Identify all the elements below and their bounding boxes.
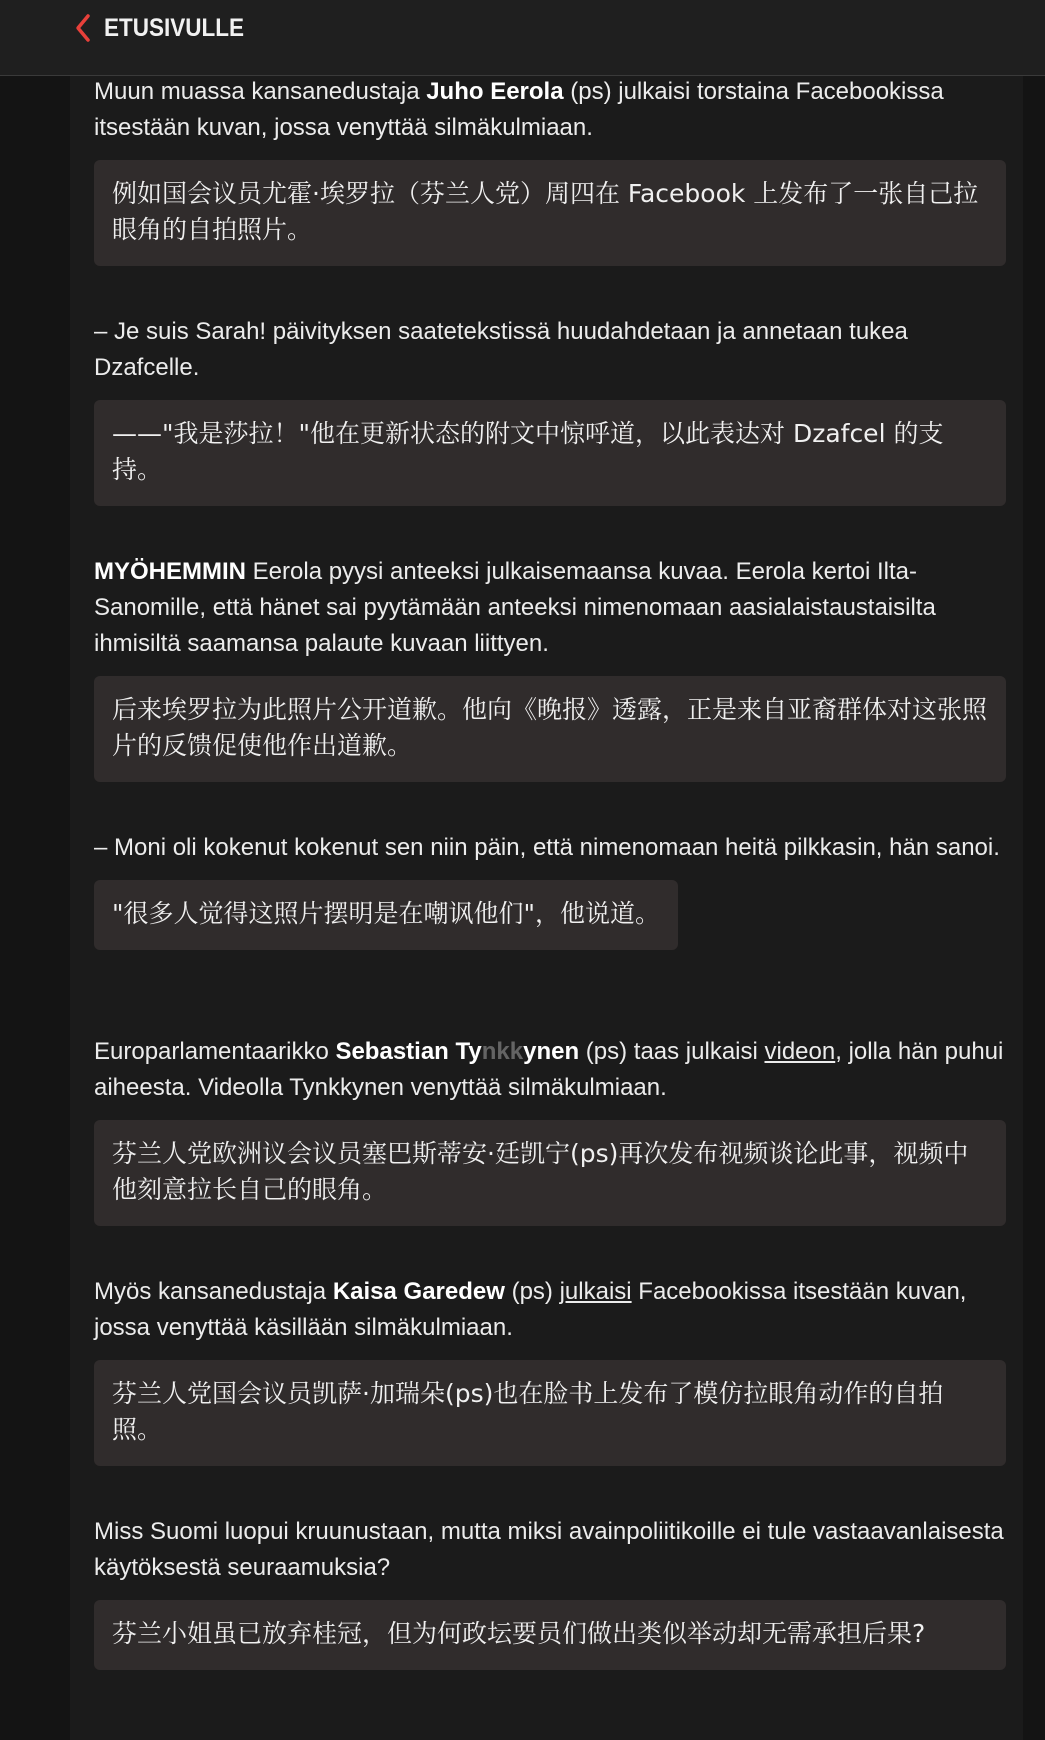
back-to-frontpage-link[interactable] xyxy=(74,10,260,46)
text: Facebookissa itsestään kuvan, jossa venyttää käsillään silmäkulmiaan. xyxy=(94,1278,967,1341)
obscured-text: nkk xyxy=(481,1038,524,1065)
left-gutter xyxy=(0,76,70,1740)
chinese-translation: ——"我是莎拉！"他在更新状态的附文中惊呼道，以此表达对 Dzafcel 的支持。 xyxy=(94,400,1006,506)
chinese-translation: 后来埃罗拉为此照片公开道歉。他向《晚报》透露，正是来自亚裔群体对这张照片的反馈促使他作出道歉。 xyxy=(94,676,1006,782)
finnish-paragraph: Miss Suomi luopui kruunustaan, mutta miksi avainpoliitikoille ei tule vastaavanlaisesta käytöksestä seuraamuksia? xyxy=(94,1518,1004,1581)
paragraph-block-2 xyxy=(94,314,1006,506)
finnish-paragraph xyxy=(94,1274,1006,1346)
paragraph-block-3 xyxy=(94,554,1006,782)
finnish-paragraph xyxy=(94,1034,1006,1106)
person-name: Sebastian Ty xyxy=(335,1038,482,1065)
paragraph-block-5 xyxy=(94,1034,1006,1226)
person-name: Juho Eerola xyxy=(426,78,564,105)
finnish-paragraph xyxy=(94,554,1006,662)
chinese-translation: "很多人觉得这照片摆明是在嘲讽他们"，他说道。 xyxy=(94,880,678,950)
person-name: Kaisa Garedew xyxy=(332,1278,505,1305)
back-link-label: ETUSIVULLE xyxy=(104,13,245,42)
person-name-end: ynen xyxy=(523,1038,580,1065)
finnish-paragraph: – Moni oli kokenut kokenut sen niin päin, että nimenomaan heitä pilkkasin, hän sanoi. xyxy=(94,834,1000,861)
chinese-translation: 芬兰人党国会议员凯萨·加瑞朵(ps)也在脸书上发布了模仿拉眼角动作的自拍照。 xyxy=(94,1360,1006,1466)
text: (ps) julkaisi torstaina Facebookissa itsestään kuvan, jossa venyttää silmäkulmiaan. xyxy=(94,78,944,141)
text: Europarlamentaarikko xyxy=(94,1038,336,1065)
text: , jolla hän puhui aiheesta. Videolla Tynkkynen venyttää silmäkulmiaan. xyxy=(94,1038,1004,1101)
chinese-translation: 芬兰小姐虽已放弃桂冠，但为何政坛要员们做出类似举动却无需承担后果? xyxy=(94,1600,1006,1670)
chevron-left-icon xyxy=(74,13,92,43)
video-link[interactable]: videon xyxy=(764,1038,836,1065)
text: (ps) taas julkaisi xyxy=(579,1038,765,1065)
text: Muun muassa kansanedustaja xyxy=(94,78,427,105)
finnish-paragraph: – Je suis Sarah! päivityksen saatetekstissä huudahdetaan ja annetaan tukea Dzafcelle. xyxy=(94,318,908,381)
top-bar xyxy=(0,0,1045,76)
chinese-translation: 例如国会议员尤霍·埃罗拉（芬兰人党）周四在 Facebook 上发布了一张自己拉眼角的自拍照片。 xyxy=(94,160,1006,266)
text: Myös kansanedustaja xyxy=(94,1278,333,1305)
chinese-translation: 芬兰人党欧洲议会议员塞巴斯蒂安·廷凯宁(ps)再次发布视频谈论此事，视频中他刻意拉长自己的眼角。 xyxy=(94,1120,1006,1226)
paragraph-block-1 xyxy=(94,74,1006,266)
finnish-paragraph xyxy=(94,74,1006,146)
paragraph-block-6 xyxy=(94,1274,1006,1466)
paragraph-block-7 xyxy=(94,1514,1006,1670)
paragraph-block-4 xyxy=(94,830,1006,950)
text: Eerola pyysi anteeksi julkaisemaansa kuvaa. Eerola kertoi Ilta-Sanomille, että hänet sai pyytämään anteeksi nimenomaan aasialaistaustaisilta ihmisiltä saamansa palaute kuvaan liittyen. xyxy=(94,558,936,657)
right-gutter xyxy=(1023,76,1045,1740)
lead-word: MYÖHEMMIN xyxy=(94,558,246,585)
text: (ps) xyxy=(504,1278,560,1305)
julkaisi-link[interactable]: julkaisi xyxy=(559,1278,632,1305)
